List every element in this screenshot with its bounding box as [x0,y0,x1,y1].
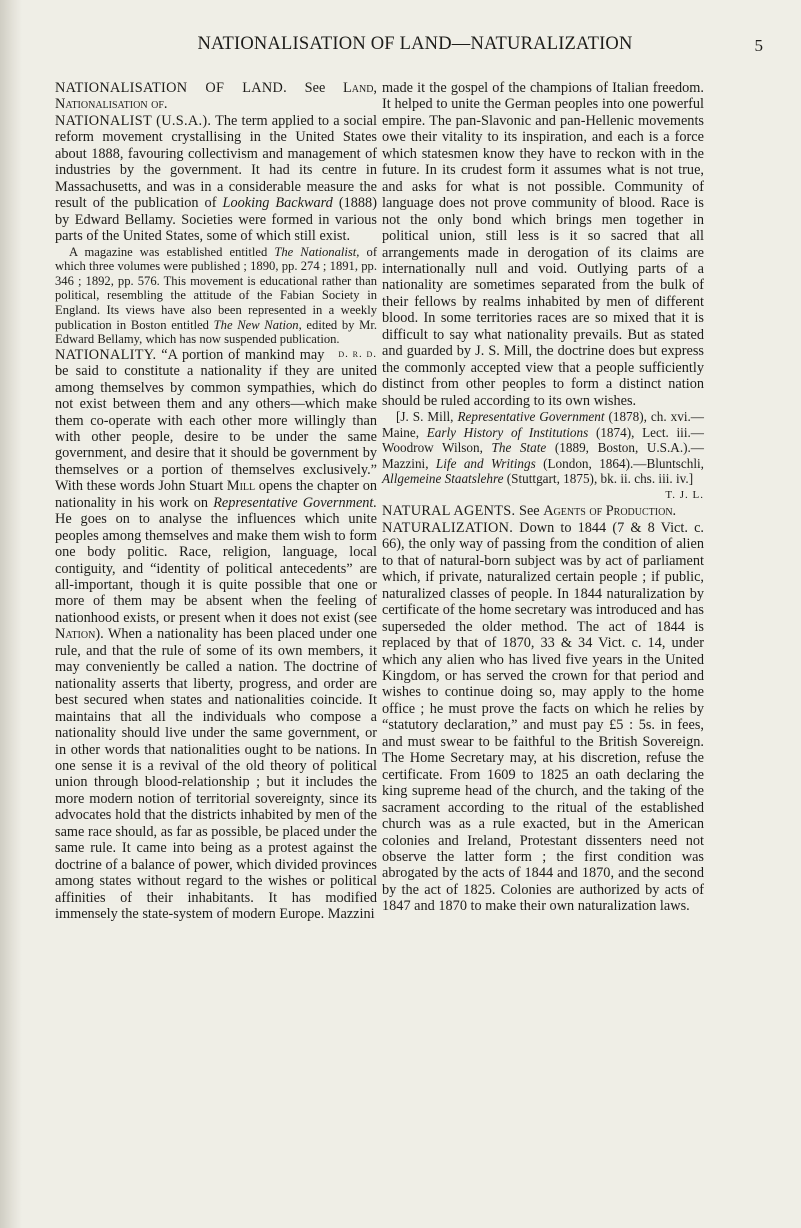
headword: NATIONALIST (U.S.A.). [55,112,212,129]
ref-text: (1878), ch. xvi.—Maine, [382,409,704,440]
note-text: edited by Mr. Edward Bellamy, which has now suspended publication. [55,317,378,347]
headword: NATURAL AGENTS. [382,503,516,520]
see-text: See [287,80,344,96]
ref-title: Early History of Institutions [426,424,589,440]
ref-title: The State [491,440,547,456]
periodical-title: The New Nation, [213,317,302,332]
entry-natural-agents [382,503,704,519]
entry-text: Down to 1844 (7 & 8 Vict. c. 66), the only way of passing from the condition of alien to that of natural-born subject was by act of parliament which, if private, naturalized certain people ; if public, naturalized classes of people. In 1844 naturalization by certificate of the home secretary was introduced and has superseded the older method. The act of 1844 is replaced by that of 1870, 33 & 34 Vict. c. 14, under which any alien who has lived five years in the United Kingdom, or has served the crown for that period and wishes to continue doing so, may apply to the home office ; he must prove the facts on which he relies by “statutory declaration,” and must pay £5 : 5s. in fees, and must swear to be faithful to the British Sovereign. The Home Secretary may, at his discretion, refuse the certificate. From 1609 to 1825 an oath declaring the king supreme head of the church, and the taking of the sacrament according to the ritual of the established church was as a rule exacted, but in the American colonies and Ireland, Protestant dissenters need not observe the latter form ; the first condition was abrogated by the acts of 1844 and 1870, and the second by the act of 1825. Colonies are authorized by acts of 1847 and 1870 to make their own naturalization laws. [382,519,704,915]
book-title: Representative Government. [213,494,377,511]
entry-text: opens the chapter on nationality in his work on [55,478,377,511]
ref-text: (Stuttgart, 1875), bk. ii. chs. iii. iv.] [503,471,694,487]
scan-shadow-edge [0,0,22,1228]
entry-text: (1888) by Edward Bellamy. Societies were formed in various parts of the United States, some of which still exist. [55,195,377,245]
ref-title: Representative Government [457,409,605,425]
ref-title: Allgemeine Staatslehre [382,471,504,487]
entry-text: The term applied to a social reform movement crystallising in the United States about 1888, favouring collectivism and management of industries by the government. It had its centre in Massachusetts, and was in a considerable measure the result of the publication of [55,112,377,212]
author-name: Mill [226,478,256,495]
cross-reference: Nation [55,626,96,643]
ref-title: Life and Writings [435,455,536,471]
periodical-title: The Nationalist, [274,244,360,259]
entry-naturalization [382,520,704,915]
author-initials: d. r. d. [338,347,377,360]
author-initials: T. J. L. [665,489,704,502]
right-column [382,80,704,915]
entry-nationalisation-of-land [55,80,377,113]
entry-nationalist [55,113,377,245]
note-text: A magazine was established entitled [69,244,275,259]
cross-reference: Land, Nationalisation of. [55,80,377,113]
headword: NATURALIZATION. [382,519,514,536]
entry-nationality [55,347,377,923]
entry-text: “A portion of mankind may be said to constitute a nationality if they are united among themselves by common sympathies, which do not exist between them and any others—which make them co-operate with each other more willingly than with other people, desire to be under the same government, and desire that it should be government by themselves or a portion of themselves exclusively.” With these words John Stuart [55,346,377,495]
headword: NATIONALITY. [55,346,157,363]
running-head: NATIONALISATION OF LAND—NATURALIZATION [197,34,633,54]
bibliography [382,409,704,487]
headword: NATIONALISATION OF LAND. [55,80,287,96]
ref-text: (London, 1864).—Bluntschli, [535,455,704,471]
book-title: Looking Backward [222,195,333,212]
cross-reference: Agents of Production. [543,503,677,520]
entry-text: ). When a nationality has been placed under one rule, and that the rule of some of its own members, it may conveniently be called a nation. The doctrine of nationality asserts that liberty, progress, and order are best secured when states and nationalities coincide. It maintains that all the individuals who compose a nationality should live under the same government, or in other words that nationalities ought to be nations. In one sense it is a revival of the old theory of political union through blood-relationship ; but it includes the more modern notion of territorial sovereignty, since its advocates hold that the districts inhabited by men of the same race should, as far as possible, be placed under the same rule. It came into being as a protest against the doctrine of a balance of power, which divided provinces among states without regard to the wishes or political affinities of their inhabitants. It has modified immensely the state-system of modern Europe. Mazzini [55,626,377,923]
left-column [55,80,377,923]
entry-text: He goes on to analyse the influences which unite peoples among themselves and make them wish to form one body politic. Race, religion, language, local contiguity, and “identity of political antecedents” are all-important, though it is quite possible that one or more of them may be absent when the feeling of nationhood exists, or present when it does not exist (see [55,511,377,626]
ref-text: (1889, Boston, U.S.A.).—Mazzini, [382,440,704,471]
note-text: of which three volumes were published ; 1890, pp. 274 ; 1891, pp. 346 ; 1892, pp. 576. This movement is educational rather than political, resembling the attitude of the Fabian Society in England. Its views have also been represented in a weekly publication in Boston entitled [55,244,378,332]
see-text: See [515,503,544,520]
ref-text: [J. S. Mill, [396,409,458,425]
ref-text: (1874), Lect. iii.—Woodrow Wilson, [382,424,704,456]
entry-nationality-continued: made it the gospel of the champions of Italian freedom. It helped to unite the German peoples into one powerful empire. The pan-Slavonic and pan-Hellenic movements owe their vitality to its inspiration, and each is a force which statesmen know they have to reckon with in the future. In its crudest form it assumes what is not true, and asks for what is not possible. Community of language does not prove community of blood. Race is not the only bond which brings men together in political union, still less is it so sacred that all arrangements made in derogation of its claims are internationally null and void. Outlying parts of a nationality are sometimes separated from the bulk of their fellows by realms inhabited by men of different blood. In some territories races are so mixed that it is difficult to say what nationality prevails. But as stated and guarded by J. S. Mill, the doctrine does but express the commonly accepted view that a people sufficiently distinct from other peoples to form a distinct nation should be ruled according to its own wishes. [382,80,704,409]
page-number: 5 [754,36,763,55]
